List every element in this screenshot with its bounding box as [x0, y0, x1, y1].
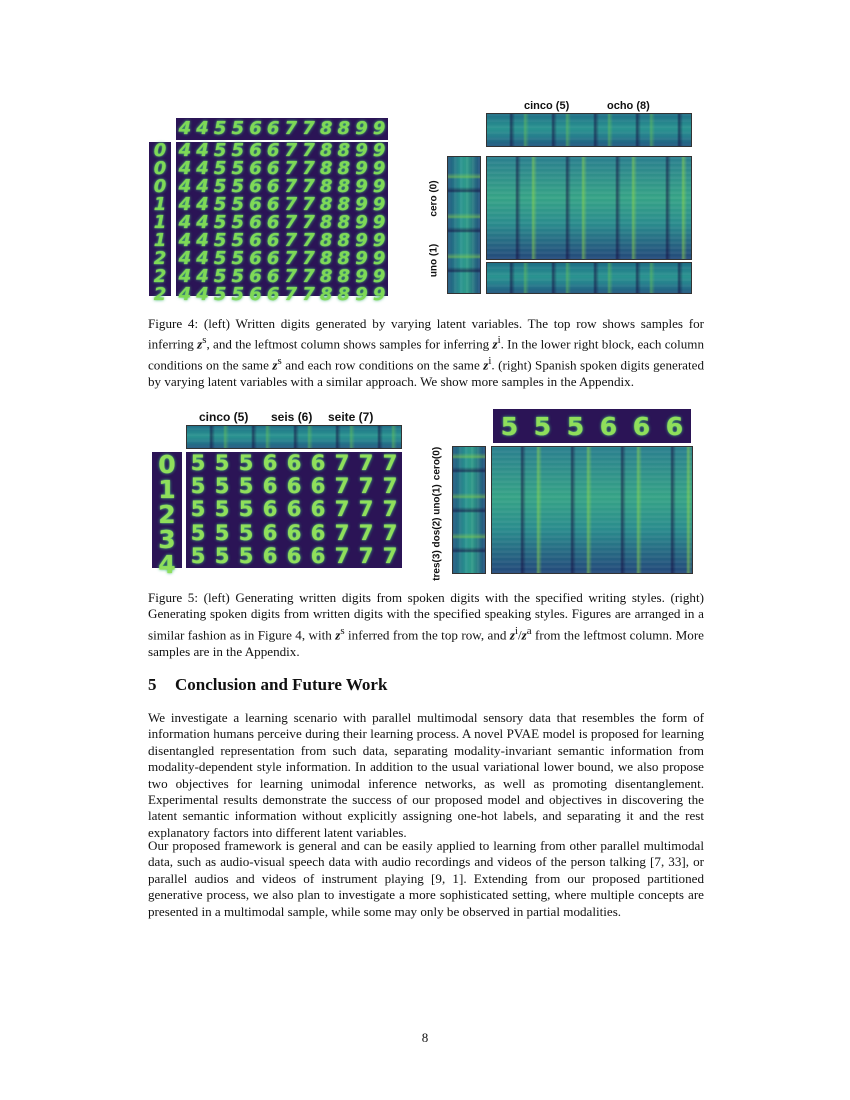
fig4-caption-text: (left) Written digits generated by varying latent variables. The top row shows samples for inferring	[148, 316, 704, 352]
digit-sample: 7	[358, 451, 374, 476]
digit-sample: 9	[372, 118, 386, 139]
digit-sample: 9	[372, 176, 386, 197]
digit-sample: 9	[355, 176, 368, 197]
fig5-col-label-seis: seis (6)	[271, 410, 313, 424]
digit-sample: 5	[190, 520, 206, 545]
fig5-top-row	[493, 409, 691, 443]
digit-sample: 6	[266, 230, 280, 251]
digit-sample: 4	[196, 266, 209, 287]
digit-sample: 5	[214, 474, 230, 499]
digit-sample: 7	[302, 230, 315, 251]
digit-sample: 8	[337, 158, 351, 179]
digit-sample: 5	[231, 194, 245, 215]
digit-sample: 8	[319, 118, 333, 139]
fig5-main-spectrogram	[491, 446, 693, 574]
digit-sample: 8	[319, 158, 333, 179]
digit-sample: 6	[249, 212, 262, 233]
digit-sample: 8	[319, 230, 333, 251]
math-sup: s	[277, 355, 282, 368]
digit-sample: 5	[500, 411, 519, 441]
digit-sample: 9	[355, 284, 368, 305]
fig5-caption	[148, 590, 704, 660]
digit-sample: 7	[284, 140, 298, 161]
digit-sample: 8	[319, 176, 333, 197]
digit-sample: 5	[231, 118, 245, 139]
digit-sample: 7	[382, 474, 398, 499]
digit-sample: 4	[178, 176, 192, 197]
digit-sample: 9	[355, 248, 368, 269]
fig4-caption-text: . (right) Spanish spoken digits generated by varying latent variables with a similar approach. We show more samples in the Appendix.	[148, 357, 704, 389]
digit-sample: 7	[284, 158, 298, 179]
digit-sample: 5	[190, 543, 206, 568]
digit-sample: 5	[213, 212, 227, 233]
digit-sample: 8	[337, 248, 351, 269]
math-z: z	[272, 357, 278, 373]
digit-sample: 7	[302, 140, 315, 161]
digit-sample: 5	[213, 248, 227, 269]
digit-sample: 6	[310, 474, 326, 499]
digit-sample: 7	[334, 474, 350, 499]
digit-sample: 7	[284, 118, 298, 139]
digit-sample: 6	[266, 284, 280, 305]
fig4-left-spectrogram	[447, 156, 481, 294]
digit-sample: 4	[178, 284, 192, 305]
page-number: 8	[421, 1030, 429, 1045]
digit-sample: 9	[355, 230, 368, 251]
digit-sample: 5	[238, 451, 254, 476]
digit-sample: 5	[213, 158, 227, 179]
digit-sample: 6	[262, 543, 278, 568]
digit-sample: 6	[249, 266, 262, 287]
digit-sample: 6	[310, 451, 326, 476]
digit-sample: 4	[196, 230, 209, 251]
digit-sample: 8	[337, 266, 351, 287]
digit-sample: 6	[249, 176, 262, 197]
digit-sample: 3	[158, 525, 176, 554]
digit-sample: 4	[158, 550, 176, 579]
digit-sample: 1	[153, 230, 167, 251]
digit-sample: 8	[337, 194, 351, 215]
digit-sample: 5	[231, 284, 245, 305]
digit-sample: 6	[266, 194, 280, 215]
digit-sample: 1	[153, 212, 167, 233]
digit-sample: 7	[334, 543, 350, 568]
fig5-col-label-seite: seite (7)	[328, 410, 374, 424]
fig5-caption-text: inferred from the top row, and	[344, 627, 510, 643]
fig5-caption-text: from the leftmost column. More samples are in the Appendix.	[148, 627, 704, 659]
fig5-left-spectrogram	[452, 446, 486, 574]
digit-sample: 7	[284, 212, 298, 233]
digit-sample: 6	[310, 497, 326, 522]
digit-sample: 7	[284, 230, 298, 251]
digit-sample: 6	[310, 520, 326, 545]
digit-sample: 6	[266, 176, 280, 197]
digit-sample: 5	[213, 230, 227, 251]
digit-sample: 8	[319, 284, 333, 305]
digit-sample: 4	[196, 140, 209, 161]
fig5-caption-text: (left) Generating written digits from spoken digits with the specified writing styles. (right) Generating spoken digits from written digits with the specified speaking styles. Figures are arranged in a similar fashion as in Figure 4, with	[148, 590, 704, 643]
digit-sample: 1	[158, 475, 176, 504]
paragraph-1: We investigate a learning scenario with parallel multimodal sensory data that resembles the form of information humans perceive during their learning process. A novel PVAE model is proposed for learning disentangled representation from such data, separating modality-invariant semantic information from modality-dependent style information. In addition to the usual variational lower bound, we also propose two objectives for learning unimodal inference networks, as well as promoting disentanglement. Experimental results demonstrate the success of our proposed model and objectives in discovering the latent semantic information without explicitly assigning one-hot labels, and separating it and the rest explanatory factors into different latent variables.	[148, 710, 704, 840]
digit-sample: 7	[358, 543, 374, 568]
digit-sample: 8	[319, 140, 333, 161]
math-z: z	[483, 357, 489, 373]
math-z: z	[521, 627, 527, 643]
digit-sample: 0	[153, 140, 167, 161]
fig4-caption-text: and each row conditions on the same	[281, 357, 484, 373]
digit-sample: 5	[231, 230, 245, 251]
digit-sample: 9	[355, 118, 368, 139]
digit-sample: 1	[153, 194, 167, 215]
digit-sample: 6	[310, 543, 326, 568]
digit-sample: 2	[153, 284, 167, 305]
digit-sample: 9	[372, 158, 386, 179]
digit-sample: 5	[533, 411, 552, 441]
section-title: Conclusion and Future Work	[175, 675, 388, 694]
digit-sample: 5	[213, 194, 227, 215]
digit-sample: 5	[231, 158, 245, 179]
digit-sample: 5	[214, 543, 230, 568]
digit-sample: 6	[632, 411, 651, 441]
math-sup: i	[497, 334, 501, 347]
math-z: z	[492, 336, 498, 352]
digit-sample: 9	[355, 212, 368, 233]
math-slash: /	[518, 627, 522, 643]
digit-sample: 6	[262, 520, 278, 545]
digit-sample: 7	[284, 248, 298, 269]
digit-sample: 6	[286, 474, 302, 499]
digit-sample: 5	[214, 497, 230, 522]
digit-sample: 6	[665, 411, 684, 441]
fig4-top-spectrogram	[486, 113, 692, 147]
digit-sample: 5	[213, 118, 227, 139]
digit-sample: 0	[153, 158, 167, 179]
digit-sample: 7	[302, 212, 315, 233]
digit-sample: 9	[372, 194, 386, 215]
digit-sample: 7	[382, 543, 398, 568]
digit-sample: 4	[196, 284, 209, 305]
digit-sample: 6	[266, 140, 280, 161]
digit-sample: 6	[286, 451, 302, 476]
math-sup: s	[340, 624, 345, 637]
digit-sample: 5	[213, 176, 227, 197]
fig4-left-column	[149, 140, 171, 305]
digit-sample: 5	[214, 451, 230, 476]
digit-sample: 4	[178, 140, 192, 161]
digit-sample: 7	[284, 194, 298, 215]
fig4-row-label-uno: uno (1)	[428, 243, 440, 278]
digit-sample: 7	[358, 474, 374, 499]
digit-sample: 6	[266, 158, 280, 179]
digit-sample: 9	[355, 194, 368, 215]
digit-sample: 4	[178, 230, 192, 251]
digit-sample: 6	[249, 284, 262, 305]
fig4-row-label-cero: cero (0)	[428, 180, 440, 217]
digit-sample: 4	[196, 118, 209, 139]
digit-sample: 7	[334, 520, 350, 545]
digit-sample: 6	[249, 248, 262, 269]
digit-sample: 9	[355, 266, 368, 287]
digit-sample: 8	[319, 266, 333, 287]
digit-sample: 2	[153, 248, 167, 269]
digit-sample: 5	[231, 266, 245, 287]
digit-sample: 8	[319, 212, 333, 233]
digit-sample: 8	[319, 194, 333, 215]
digit-sample: 6	[266, 266, 280, 287]
digit-sample: 4	[178, 194, 192, 215]
digit-sample: 7	[302, 158, 315, 179]
math-z: z	[335, 627, 341, 643]
digit-sample: 5	[214, 520, 230, 545]
digit-sample: 5	[566, 411, 585, 441]
math-sup: i	[514, 624, 519, 637]
digit-sample: 0	[153, 176, 167, 197]
digit-sample: 7	[302, 118, 315, 139]
digit-sample: 4	[196, 212, 209, 233]
digit-sample: 5	[238, 474, 254, 499]
digit-sample: 2	[153, 266, 167, 287]
digit-sample: 7	[334, 451, 350, 476]
digit-sample: 5	[231, 140, 245, 161]
math-z: z	[509, 627, 515, 643]
fig4-main-grid	[176, 140, 388, 305]
digit-sample: 5	[213, 266, 227, 287]
fig5-col-label-cinco: cinco (5)	[199, 410, 249, 424]
fig5-row-label-cero: cero(0)	[431, 446, 443, 481]
digit-sample: 4	[178, 158, 192, 179]
digit-sample: 5	[190, 451, 206, 476]
digit-sample: 5	[213, 284, 227, 305]
digit-sample: 7	[358, 520, 374, 545]
fig4-top-row	[176, 118, 388, 140]
math-sup: a	[526, 624, 532, 637]
digit-sample: 2	[158, 500, 176, 529]
fig5-row-label-uno: uno(1)	[431, 484, 443, 515]
fig4-main-spectrogram-top	[486, 156, 692, 260]
digit-sample: 4	[178, 248, 192, 269]
digit-sample: 6	[249, 118, 262, 139]
digit-sample: 7	[302, 194, 315, 215]
math-sup: s	[202, 334, 207, 347]
fig5-row-label-tres: tres(3)	[431, 550, 443, 581]
digit-sample: 4	[196, 194, 209, 215]
digit-sample: 4	[196, 158, 209, 179]
fig4-col-label-ocho: ocho (8)	[607, 100, 650, 112]
digit-sample: 6	[262, 474, 278, 499]
digit-sample: 8	[337, 212, 351, 233]
fig4-col-label-cinco: cinco (5)	[524, 100, 570, 112]
digit-sample: 9	[355, 158, 368, 179]
digit-sample: 9	[372, 212, 386, 233]
fig4-caption	[148, 316, 704, 390]
digit-sample: 6	[286, 497, 302, 522]
digit-sample: 6	[249, 140, 262, 161]
math-z: z	[197, 336, 203, 352]
digit-sample: 9	[372, 230, 386, 251]
digit-sample: 7	[284, 176, 298, 197]
digit-sample: 6	[266, 248, 280, 269]
digit-sample: 7	[302, 248, 315, 269]
digit-sample: 9	[355, 140, 368, 161]
digit-sample: 5	[238, 543, 254, 568]
digit-sample: 6	[249, 158, 262, 179]
digit-sample: 4	[178, 266, 192, 287]
fig4-main-spectrogram-bottom	[486, 262, 692, 294]
digit-sample: 5	[231, 176, 245, 197]
digit-sample: 5	[238, 520, 254, 545]
digit-sample: 7	[382, 520, 398, 545]
digit-sample: 4	[178, 212, 192, 233]
digit-sample: 5	[190, 474, 206, 499]
digit-sample: 4	[178, 118, 192, 139]
digit-sample: 4	[196, 176, 209, 197]
digit-sample: 7	[302, 176, 315, 197]
digit-sample: 6	[249, 194, 262, 215]
fig5-caption-label: Figure 5:	[148, 590, 198, 605]
digit-sample: 6	[262, 451, 278, 476]
digit-sample: 5	[231, 212, 245, 233]
fig5-main-grid	[186, 452, 402, 568]
digit-sample: 7	[358, 497, 374, 522]
digit-sample: 5	[238, 497, 254, 522]
digit-sample: 9	[372, 248, 386, 269]
digit-sample: 5	[213, 140, 227, 161]
digit-sample: 8	[337, 176, 351, 197]
digit-sample: 4	[196, 248, 209, 269]
section-heading	[148, 675, 387, 695]
digit-sample: 9	[372, 140, 386, 161]
digit-sample: 0	[158, 450, 176, 479]
fig4-caption-label: Figure 4:	[148, 316, 199, 331]
digit-sample: 7	[284, 284, 298, 305]
digit-sample: 8	[319, 248, 333, 269]
digit-sample: 7	[284, 266, 298, 287]
fig4-caption-text: . In the lower right block, each column conditions on the same	[148, 336, 704, 373]
fig4-caption-text: , and the leftmost column shows samples for inferring	[206, 336, 493, 352]
digit-sample: 6	[286, 520, 302, 545]
fig5-row-label-dos: dos(2)	[431, 517, 443, 548]
digit-sample: 8	[337, 118, 351, 139]
digit-sample: 5	[231, 248, 245, 269]
digit-sample: 6	[262, 497, 278, 522]
digit-sample: 6	[249, 230, 262, 251]
digit-sample: 6	[266, 212, 280, 233]
digit-sample: 7	[302, 266, 315, 287]
paragraph-2: Our proposed framework is general and can be easily applied to learning from other parallel multimodal data, such as audio-visual speech data with audio recordings and videos of the person talking [7, 33], or parallel audios and videos of instrument playing [9, 1]. Extending from our proposed partitioned generative process, we also plan to investigate a more sophisticated setting, where multiple concepts are presented in a multimodal sample, while some may only be observed in partial modalities.	[148, 838, 704, 919]
digit-sample: 6	[266, 118, 280, 139]
fig5-left-column	[152, 450, 182, 579]
digit-sample: 5	[190, 497, 206, 522]
digit-sample: 6	[599, 411, 618, 441]
digit-sample: 8	[337, 140, 351, 161]
digit-sample: 7	[334, 497, 350, 522]
digit-sample: 7	[302, 284, 315, 305]
section-number: 5	[148, 675, 157, 694]
digit-sample: 9	[372, 284, 386, 305]
digit-sample: 7	[382, 497, 398, 522]
digit-sample: 6	[286, 543, 302, 568]
digit-sample: 8	[337, 284, 351, 305]
digit-sample: 9	[372, 266, 386, 287]
fig5-top-spectrogram	[186, 425, 402, 449]
digit-sample: 7	[382, 451, 398, 476]
math-sup: i	[488, 355, 492, 368]
digit-sample: 8	[337, 230, 351, 251]
